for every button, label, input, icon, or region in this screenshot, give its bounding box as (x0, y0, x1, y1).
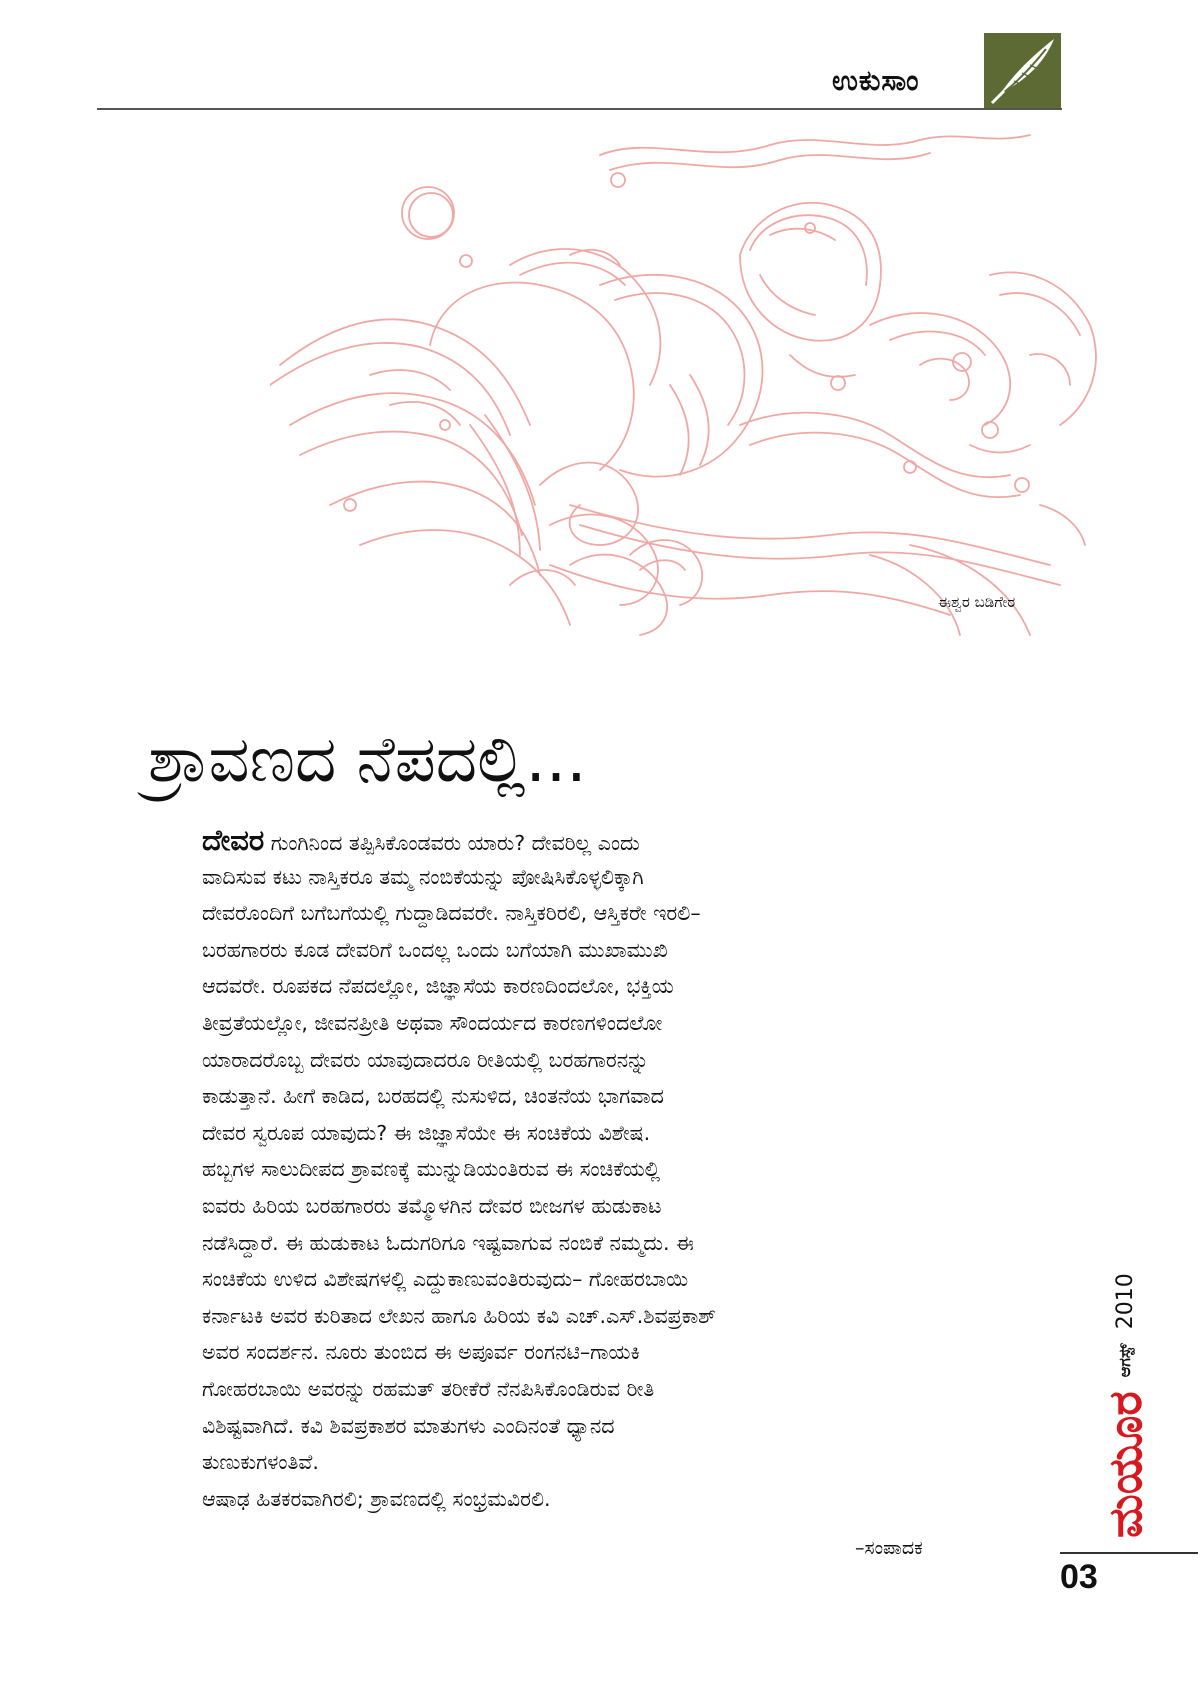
article-line: ಕರ್ನಾಟಕಿ ಅವರ ಕುರಿತಾದ ಲೇಖನ ಹಾಗೂ ಹಿರಿಯ ಕವಿ ಎಚ್.ಎಸ್.ಶಿವಪ್ರಕಾಶ್ (202, 1303, 717, 1328)
article-line: ಯಾರಾದರೊಬ್ಬ ದೇವರು ಯಾವುದಾದರೂ ರೀತಿಯಲ್ಲಿ ಬರಹಗಾರನನ್ನು (202, 1047, 649, 1072)
illustration-credit: ಈಶ್ವರ ಬಡಿಗೇರ (938, 593, 1016, 611)
article-line: ವಾದಿಸುವ ಕಟು ನಾಸ್ತಿಕರೂ ತಮ್ಮ ನಂಬಿಕೆಯನ್ನು ಪೋಷಿಸಿಕೊಳ್ಳಲಿಕ್ಕಾಗಿ (202, 864, 644, 889)
article-line: ಆದವರೇ. ರೂಪಕದ ನೆಪದಲ್ಲೋ, ಜಿಜ್ಞಾಸೆಯ ಕಾರಣದಿಂದಲೋ, ಭಕ್ತಿಯ (202, 974, 674, 999)
article-line: ಕಾಡುತ್ತಾನೆ. ಹೀಗೆ ಕಾಡಿದ, ಬರಹದಲ್ಲಿ ನುಸುಳಿದ, ಚಿಂತನೆಯ ಭಾಗವಾದ (202, 1084, 664, 1109)
article-body (202, 822, 992, 1517)
article-line: ಹಬ್ಬಗಳ ಸಾಲುದೀಪದ ಶ್ರಾವಣಕ್ಕೆ ಮುನ್ನುಡಿಯಂತಿರುವ ಈ ಸಂಚಿಕೆಯಲ್ಲಿ (202, 1157, 661, 1182)
section-title: ಉಕುಸಾಂ (832, 64, 920, 97)
sleeping-figure-illustration (270, 125, 1110, 660)
article-line (202, 822, 992, 859)
issue-month: ಆಗಸ್ಟ್ (1115, 1343, 1134, 1378)
article-line: ತೀವ್ರತೆಯಲ್ಲೋ, ಜೀವನಪ್ರೀತಿ ಅಥವಾ ಸೌಂದರ್ಯದ ಕಾರಣಗಳಿಂದಲೋ (202, 1010, 663, 1035)
article-line: ಗೋಹರಬಾಯಿ ಅವರನ್ನು ರಹಮತ್ ತರೀಕೆರೆ ನೆನಪಿಸಿಕೊಂಡಿರುವ ರೀತಿ (202, 1376, 655, 1401)
footer-divider (1060, 1552, 1198, 1554)
quill-pen-graphic (984, 33, 1061, 109)
article-line: ಸಂಚಿಕೆಯ ಉಳಿದ ವಿಶೇಷಗಳಲ್ಲಿ ಎದ್ದುಕಾಣುವಂತಿರುವುದು– ಗೋಹರಬಾಯಿ (202, 1267, 689, 1292)
magazine-side-branding (1100, 1273, 1150, 1538)
article-line: ದೇವರೊಂದಿಗೆ ಬಗೆಬಗೆಯಲ್ಲಿ ಗುದ್ದಾಡಿದವರೇ. ನಾಸ್ತಿಕರಿರಲಿ, ಆಸ್ತಿಕರೇ ಇರಲಿ– (202, 901, 701, 926)
page-number: 03 (1060, 1558, 1098, 1596)
editor-signature: –ಸಂಪಾದಕ (855, 1537, 923, 1559)
article-line: ನಡೆಸಿದ್ದಾರೆ. ಈ ಹುಡುಕಾಟ ಓದುಗರಿಗೂ ಇಷ್ಟವಾಗುವ ನಂಬಿಕೆ ನಮ್ಮದು. ಈ (202, 1230, 694, 1255)
lead-word: ದೇವರ (202, 823, 265, 857)
article-line: ದೇವರ ಸ್ವರೂಪ ಯಾವುದು? ಈ ಜಿಜ್ಞಾಸೆಯೇ ಈ ಸಂಚಿಕೆಯ ವಿಶೇಷ. (202, 1120, 651, 1145)
sleeping-figure-drawing (270, 125, 1110, 660)
article-line: ಆಷಾಢ ಹಿತಕರವಾಗಿರಲಿ; ಶ್ರಾವಣದಲ್ಲಿ ಸಂಭ್ರಮವಿರಲಿ. (202, 1486, 551, 1511)
article-line: ಅವರ ಸಂದರ್ಶನ. ನೂರು ತುಂಬಿದ ಈ ಅಪೂರ್ವ ರಂಗನಟಿ–ಗಾಯಕಿ (202, 1340, 641, 1365)
article-line: ಐವರು ಹಿರಿಯ ಬರಹಗಾರರು ತಮ್ಮೊಳಗಿನ ದೇವರ ಬೀಜಗಳ ಹುಡುಕಾಟ (202, 1193, 662, 1218)
article-line-text: ಗುಂಗಿನಿಂದ ತಪ್ಪಿಸಿಕೊಂಡವರು ಯಾರು? ದೇವರಿಲ್ಲ ಎಂದು (264, 831, 640, 855)
header-divider (97, 108, 1062, 110)
quill-pen-icon (984, 33, 1061, 109)
article-line: ತುಣುಕುಗಳಂತಿವೆ. (202, 1450, 319, 1475)
magazine-name: ಮಯೂರ (1098, 1391, 1152, 1538)
article-line: ವಿಶಿಷ್ಟವಾಗಿದೆ. ಕವಿ ಶಿವಪ್ರಕಾಶರ ಮಾತುಗಳು ಎಂದಿನಂತೆ ಧ್ಯಾನದ (202, 1413, 615, 1438)
issue-year: 2010 (1112, 1273, 1138, 1330)
article-title: ಶ್ರಾವಣದ ನೆಪದಲ್ಲಿ... (148, 723, 587, 797)
article-line: ಬರಹಗಾರರು ಕೂಡ ದೇವರಿಗೆ ಒಂದಲ್ಲ ಒಂದು ಬಗೆಯಾಗಿ ಮುಖಾಮುಖಿ (202, 937, 668, 962)
